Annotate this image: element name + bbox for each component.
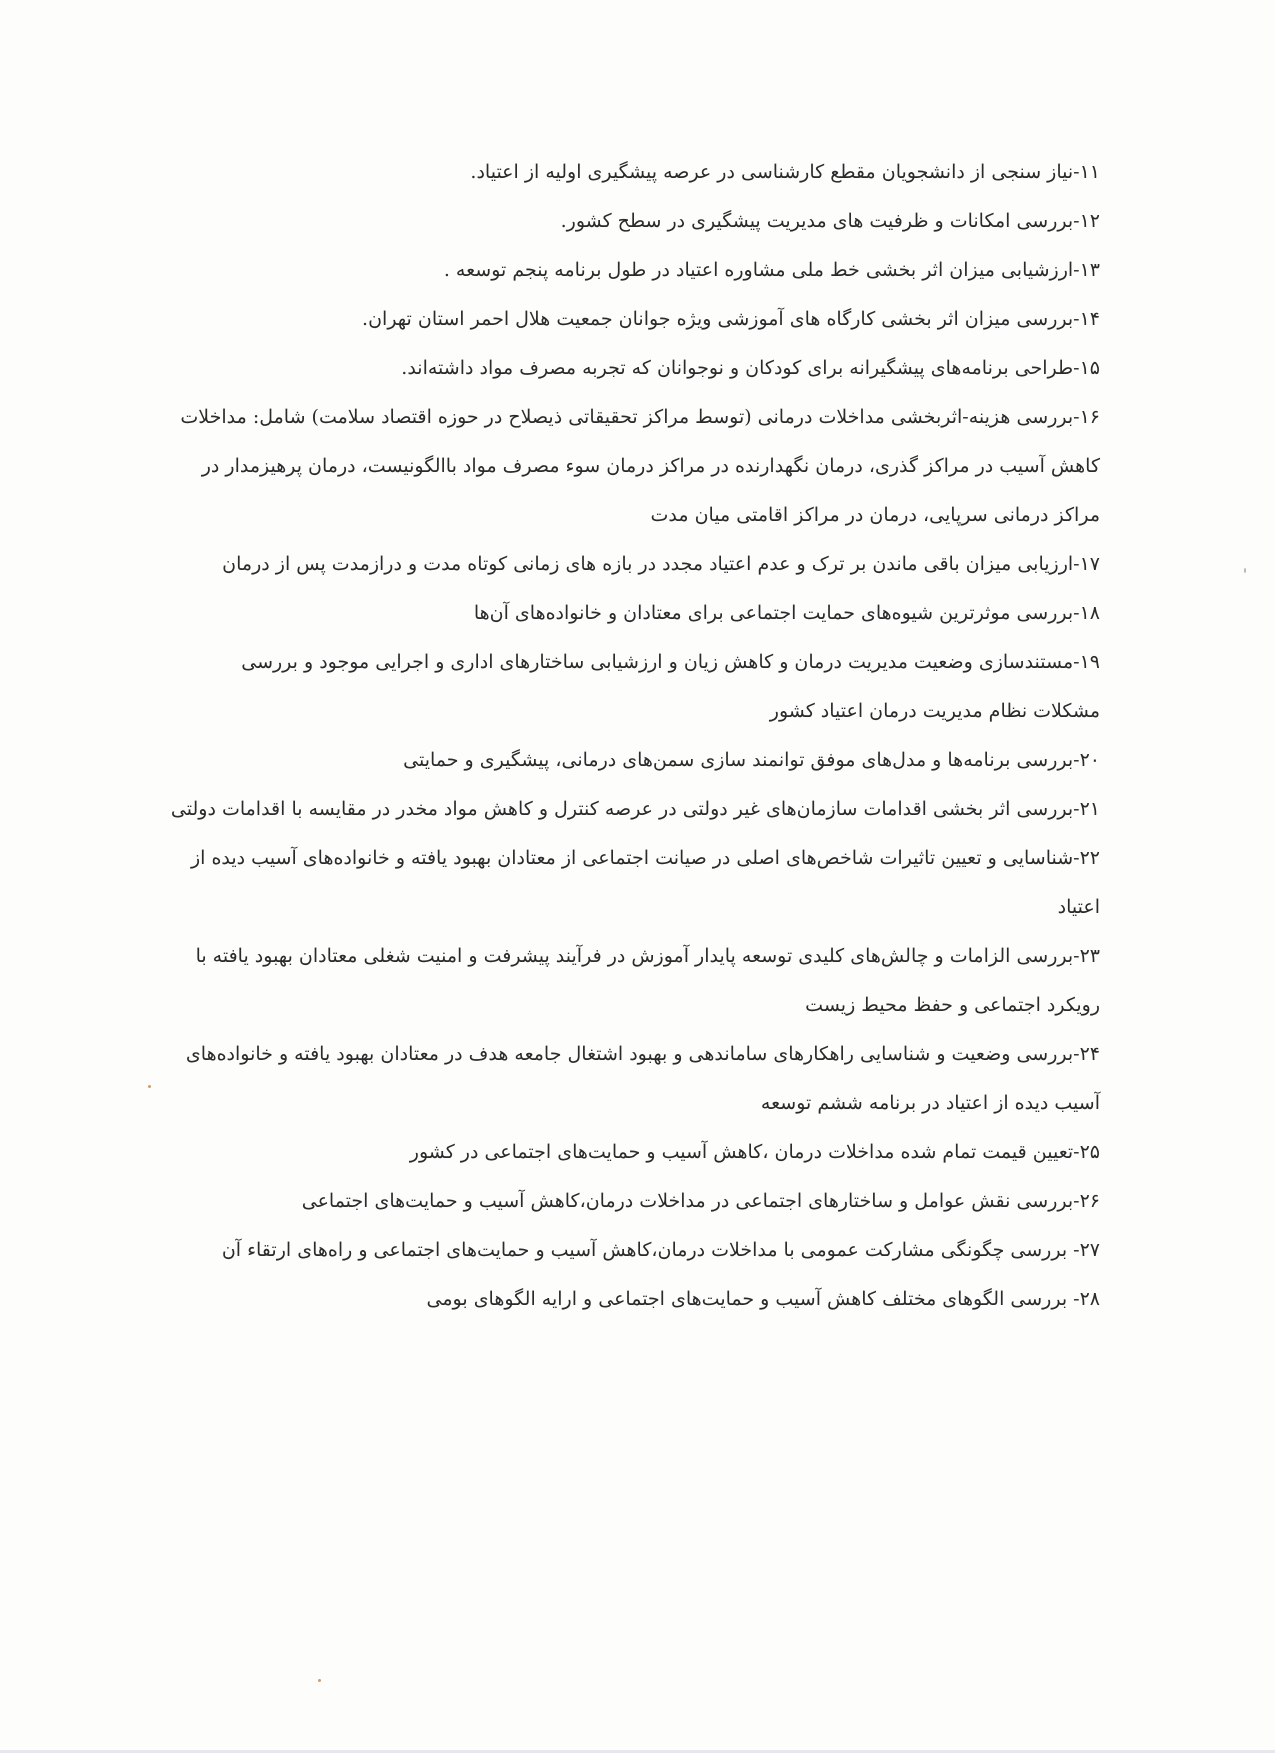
item-text: بررسی اثر بخشی اقدامات سازمان‌های غیر دولتی در عرصه کنترل و کاهش مواد مخدر در مقایسه با اقدامات دولتی bbox=[170, 798, 1074, 820]
list-item: ۲۱-بررسی اثر بخشی اقدامات سازمان‌های غیر دولتی در عرصه کنترل و کاهش مواد مخدر در مقایسه با اقدامات دولتی bbox=[170, 798, 1100, 820]
list-item: ۲۰-بررسی برنامه‌ها و مدل‌های موفق توانمند سازی سمن‌های درمانی، پیشگیری و حمایتی bbox=[403, 749, 1100, 771]
list-item: ۲۶-بررسی نقش عوامل و ساختارهای اجتماعی در مداخلات درمان،کاهش آسیب و حمایت‌های اجتماعی bbox=[301, 1190, 1100, 1212]
list-item: ۱۴-بررسی میزان اثر بخشی کارگاه های آموزشی ویژه جوانان جمعیت هلال احمر استان تهران. bbox=[362, 308, 1100, 330]
research-topics-list bbox=[170, 148, 1100, 1324]
list-item: ۱۸-بررسی موثرترین شیوه‌های حمایت اجتماعی برای معتادان و خانواده‌های آن‌ها bbox=[473, 602, 1100, 624]
item-text: بررسی میزان اثر بخشی کارگاه های آموزشی ویژه جوانان جمعیت هلال احمر استان تهران. bbox=[362, 308, 1074, 330]
item-text: بررسی الزامات و چالش‌های کلیدی توسعه پایدار آموزش در فرآیند پیشرفت و امنیت شغلی معتادان بهبود یافته با رویکرد اجتماعی و حفظ محیط زیست bbox=[195, 945, 1100, 1016]
item-number: ۱۱ bbox=[1079, 161, 1100, 183]
list-item: ۲۵-تعیین قیمت تمام شده مداخلات درمان ،کاهش آسیب و حمایت‌های اجتماعی در کشور bbox=[409, 1141, 1100, 1163]
item-number: ۱۸ bbox=[1079, 602, 1100, 624]
item-text: تعیین قیمت تمام شده مداخلات درمان ،کاهش آسیب و حمایت‌های اجتماعی در کشور bbox=[409, 1141, 1074, 1163]
item-number: ۱۹ bbox=[1079, 651, 1100, 673]
item-number: ۱۷ bbox=[1079, 553, 1100, 575]
list-item: ۲۳-بررسی الزامات و چالش‌های کلیدی توسعه پایدار آموزش در فرآیند پیشرفت و امنیت شغلی معتادان بهبود یافته با رویکرد اجتماعی و حفظ محیط زیست bbox=[195, 945, 1100, 1016]
item-text: بررسی چگونگی مشارکت عمومی با مداخلات درمان،کاهش آسیب و حمایت‌های اجتماعی و راه‌های ارتقاء آن bbox=[221, 1239, 1074, 1261]
item-text: ارزشیابی میزان اثر بخشی خط ملی مشاوره اعتیاد در طول برنامه پنجم توسعه . bbox=[443, 259, 1074, 281]
item-text: بررسی امکانات و ظرفیت های مدیریت پیشگیری در سطح کشور. bbox=[560, 210, 1074, 232]
list-item: ۱۶-بررسی هزینه-اثربخشی مداخلات درمانی (توسط مراکز تحقیقاتی ذیصلاح در حوزه اقتصاد سلامت) شامل: مداخلات کاهش آسیب در مراکز گذری، درمان نگهدارنده در مراکز درمان سوء مصرف مواد باالگونیست، درمان پرهیزمدار در مراکز درمانی سرپایی، درمان در مراکز اقامتی میان مدت bbox=[180, 406, 1100, 526]
item-text: بررسی نقش عوامل و ساختارهای اجتماعی در مداخلات درمان،کاهش آسیب و حمایت‌های اجتماعی bbox=[301, 1190, 1074, 1212]
item-number: ۱۵ bbox=[1079, 357, 1100, 379]
list-item: ۱۱-نیاز سنجی از دانشجویان مقطع کارشناسی در عرصه پیشگیری اولیه از اعتیاد. bbox=[470, 161, 1100, 183]
scan-speck bbox=[318, 1679, 321, 1682]
item-number: ۱۶ bbox=[1079, 406, 1100, 428]
item-number: ۲۳ bbox=[1079, 945, 1100, 967]
list-item: ۱۹-مستندسازی وضعیت مدیریت درمان و کاهش زیان و ارزشیابی ساختارهای اداری و اجرایی موجود و بررسی مشکلات نظام مدیریت درمان اعتیاد کشور bbox=[241, 651, 1100, 722]
item-number: ۱۴ bbox=[1079, 308, 1100, 330]
item-text: بررسی الگوهای مختلف کاهش آسیب و حمایت‌های اجتماعی و ارایه الگوهای بومی bbox=[426, 1288, 1074, 1310]
item-text: بررسی موثرترین شیوه‌های حمایت اجتماعی برای معتادان و خانواده‌های آن‌ها bbox=[473, 602, 1074, 624]
list-item: ۲۷- بررسی چگونگی مشارکت عمومی با مداخلات درمان،کاهش آسیب و حمایت‌های اجتماعی و راه‌های ارتقاء آن bbox=[221, 1239, 1100, 1261]
item-number: ۱۳ bbox=[1079, 259, 1100, 281]
item-number: ۲۱ bbox=[1079, 798, 1100, 820]
item-text: ارزیابی میزان باقی ماندن بر ترک و عدم اعتیاد مجدد در بازه های زمانی کوتاه مدت و درازمدت پس از درمان bbox=[222, 553, 1074, 575]
item-number: ۲۴ bbox=[1079, 1043, 1100, 1065]
item-number: ۲۸ bbox=[1079, 1288, 1100, 1310]
list-item: ۱۳-ارزشیابی میزان اثر بخشی خط ملی مشاوره اعتیاد در طول برنامه پنجم توسعه . bbox=[443, 259, 1100, 281]
item-text: شناسایی و تعیین تاثیرات شاخص‌های اصلی در صیانت اجتماعی از معتادان بهبود یافته و خانواده‌های آسیب دیده از اعتیاد bbox=[190, 847, 1100, 918]
item-number: ۲۵ bbox=[1079, 1141, 1100, 1163]
item-text: مستندسازی وضعیت مدیریت درمان و کاهش زیان و ارزشیابی ساختارهای اداری و اجرایی موجود و بررسی مشکلات نظام مدیریت درمان اعتیاد کشور bbox=[241, 651, 1100, 722]
list-item: ۲۸- بررسی الگوهای مختلف کاهش آسیب و حمایت‌های اجتماعی و ارایه الگوهای بومی bbox=[426, 1288, 1100, 1310]
item-number: ۲۰ bbox=[1079, 749, 1100, 771]
scan-speck bbox=[1244, 568, 1246, 573]
list-item: ۲۴-بررسی وضعیت و شناسایی راهکارهای ساماندهی و بهبود اشتغال جامعه هدف در معتادان بهبود یافته و خانواده‌های آسیب دیده از اعتیاد در برنامه ششم توسعه bbox=[185, 1043, 1100, 1114]
item-text: نیاز سنجی از دانشجویان مقطع کارشناسی در عرصه پیشگیری اولیه از اعتیاد. bbox=[470, 161, 1074, 183]
list-item: ۲۲-شناسایی و تعیین تاثیرات شاخص‌های اصلی در صیانت اجتماعی از معتادان بهبود یافته و خانواده‌های آسیب دیده از اعتیاد bbox=[190, 847, 1100, 918]
item-number: ۲۶ bbox=[1079, 1190, 1100, 1212]
item-number: ۱۲ bbox=[1079, 210, 1100, 232]
item-number: ۲۲ bbox=[1079, 847, 1100, 869]
list-item: ۱۲-بررسی امکانات و ظرفیت های مدیریت پیشگیری در سطح کشور. bbox=[560, 210, 1100, 232]
item-text: بررسی برنامه‌ها و مدل‌های موفق توانمند سازی سمن‌های درمانی، پیشگیری و حمایتی bbox=[403, 749, 1074, 771]
scan-speck bbox=[148, 1085, 151, 1088]
item-text: طراحی برنامه‌های پیشگیرانه برای کودکان و نوجوانان که تجربه مصرف مواد داشته‌اند. bbox=[401, 357, 1074, 379]
item-text: بررسی وضعیت و شناسایی راهکارهای ساماندهی و بهبود اشتغال جامعه هدف در معتادان بهبود یافته و خانواده‌های آسیب دیده از اعتیاد در برنامه ششم توسعه bbox=[185, 1043, 1100, 1114]
list-item: ۱۵-طراحی برنامه‌های پیشگیرانه برای کودکان و نوجوانان که تجربه مصرف مواد داشته‌اند. bbox=[401, 357, 1100, 379]
list-item: ۱۷-ارزیابی میزان باقی ماندن بر ترک و عدم اعتیاد مجدد در بازه های زمانی کوتاه مدت و درازمدت پس از درمان bbox=[222, 553, 1100, 575]
item-number: ۲۷ bbox=[1079, 1239, 1100, 1261]
item-text: بررسی هزینه-اثربخشی مداخلات درمانی (توسط مراکز تحقیقاتی ذیصلاح در حوزه اقتصاد سلامت) شامل: مداخلات کاهش آسیب در مراکز گذری، درمان نگهدارنده در مراکز درمان سوء مصرف مواد باالگونیست، درمان پرهیزمدار در مراکز درمانی سرپایی، درمان در مراکز اقامتی میان مدت bbox=[180, 406, 1100, 526]
